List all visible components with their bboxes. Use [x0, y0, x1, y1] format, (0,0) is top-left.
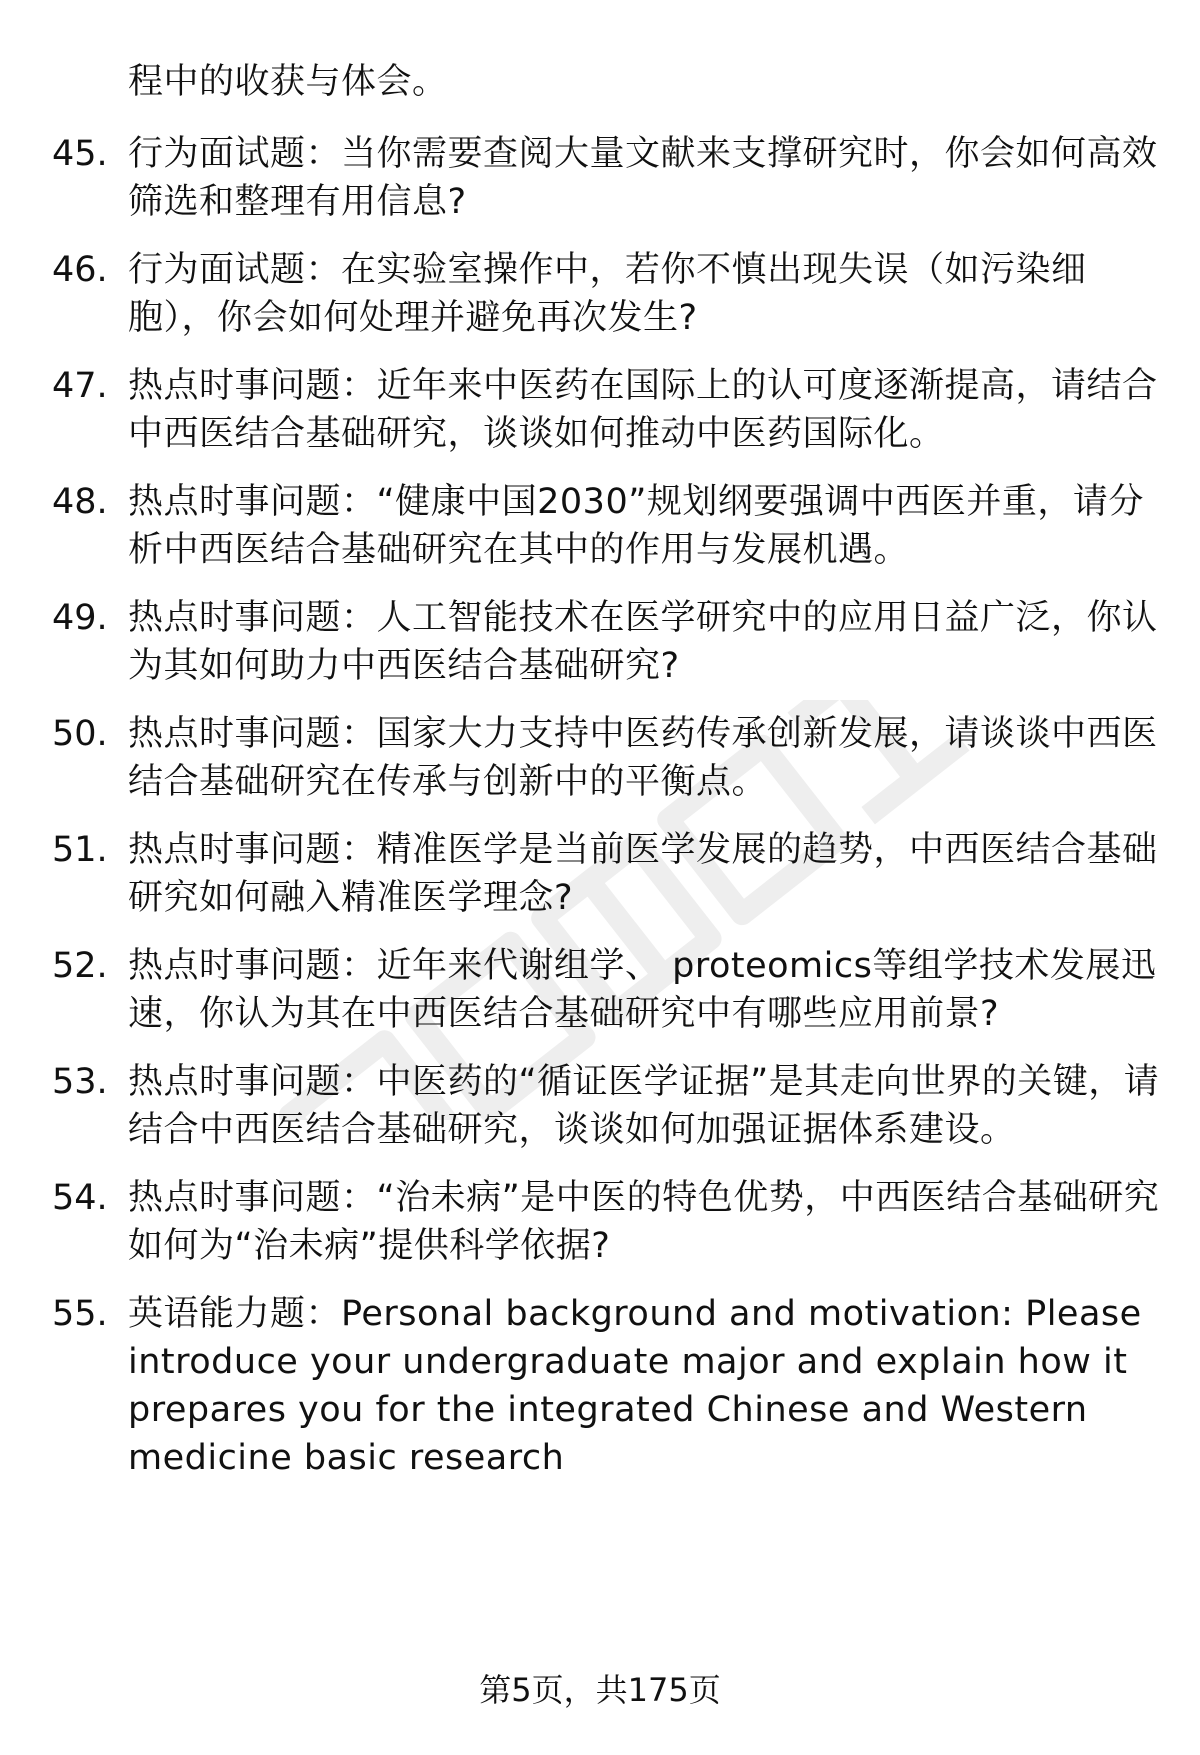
question-text: 热点时事问题：国家大力支持中医药传承创新发展，请谈谈中西医结合基础研究在传承与创新中的平衡点。 [128, 714, 1158, 802]
question-item [52, 478, 1162, 574]
question-number: 53. [52, 1062, 108, 1102]
question-text: 热点时事问题：中医药的“循证医学证据”是其走向世界的关键，请结合中西医结合基础研究，谈谈如何加强证据体系建设。 [128, 1062, 1160, 1150]
question-item [52, 1290, 1162, 1482]
question-text: 热点时事问题：近年来中医药在国际上的认可度逐渐提高，请结合中西医结合基础研究，谈谈如何推动中医药国际化。 [128, 366, 1158, 454]
question-text: 行为面试题：在实验室操作中，若你不慎出现失误（如污染细胞），你会如何处理并避免再次发生? [128, 250, 1087, 338]
question-text: 热点时事问题：“治未病”是中医的特色优势，中西医结合基础研究如何为“治未病”提供科学依据? [128, 1178, 1160, 1266]
question-number: 50. [52, 714, 108, 754]
question-number: 45. [52, 134, 108, 174]
question-number: 46. [52, 250, 108, 290]
question-text: 热点时事问题：人工智能技术在医学研究中的应用日益广泛，你认为其如何助力中西医结合基础研究? [128, 598, 1158, 686]
question-text: 热点时事问题：近年来代谢组学、 proteomics等组学技术发展迅速，你认为其在中西医结合基础研究中有哪些应用前景? [128, 946, 1157, 1034]
question-item [52, 246, 1162, 342]
question-item [52, 826, 1162, 922]
question-number: 55. [52, 1294, 108, 1334]
question-item [52, 710, 1162, 806]
question-text: 热点时事问题：“健康中国2030”规划纲要强调中西医并重，请分析中西医结合基础研究在其中的作用与发展机遇。 [128, 482, 1144, 570]
question-item [52, 362, 1162, 458]
question-item [52, 130, 1162, 226]
question-number: 54. [52, 1178, 108, 1218]
question-text: 热点时事问题：精准医学是当前医学发展的趋势，中西医结合基础研究如何融入精准医学理念? [128, 830, 1158, 918]
question-item [52, 942, 1162, 1038]
continuation-text: 程中的收获与体会。 [128, 62, 448, 102]
question-number: 48. [52, 482, 108, 522]
question-text: 英语能力题：Personal background and motivation: Please introduce your undergraduate major and explain how it prepares you for the integrated Chinese and Western medicine basic research [128, 1294, 1142, 1478]
question-item [52, 594, 1162, 690]
question-number: 49. [52, 598, 108, 638]
question-item [52, 1058, 1162, 1154]
question-number: 47. [52, 366, 108, 406]
question-item [52, 1174, 1162, 1270]
question-number: 52. [52, 946, 108, 986]
page-footer: 第5页，共175页 [479, 1671, 721, 1709]
question-text: 行为面试题：当你需要查阅大量文献来支撑研究时，你会如何高效筛选和整理有用信息? [128, 134, 1158, 222]
question-number: 51. [52, 830, 108, 870]
